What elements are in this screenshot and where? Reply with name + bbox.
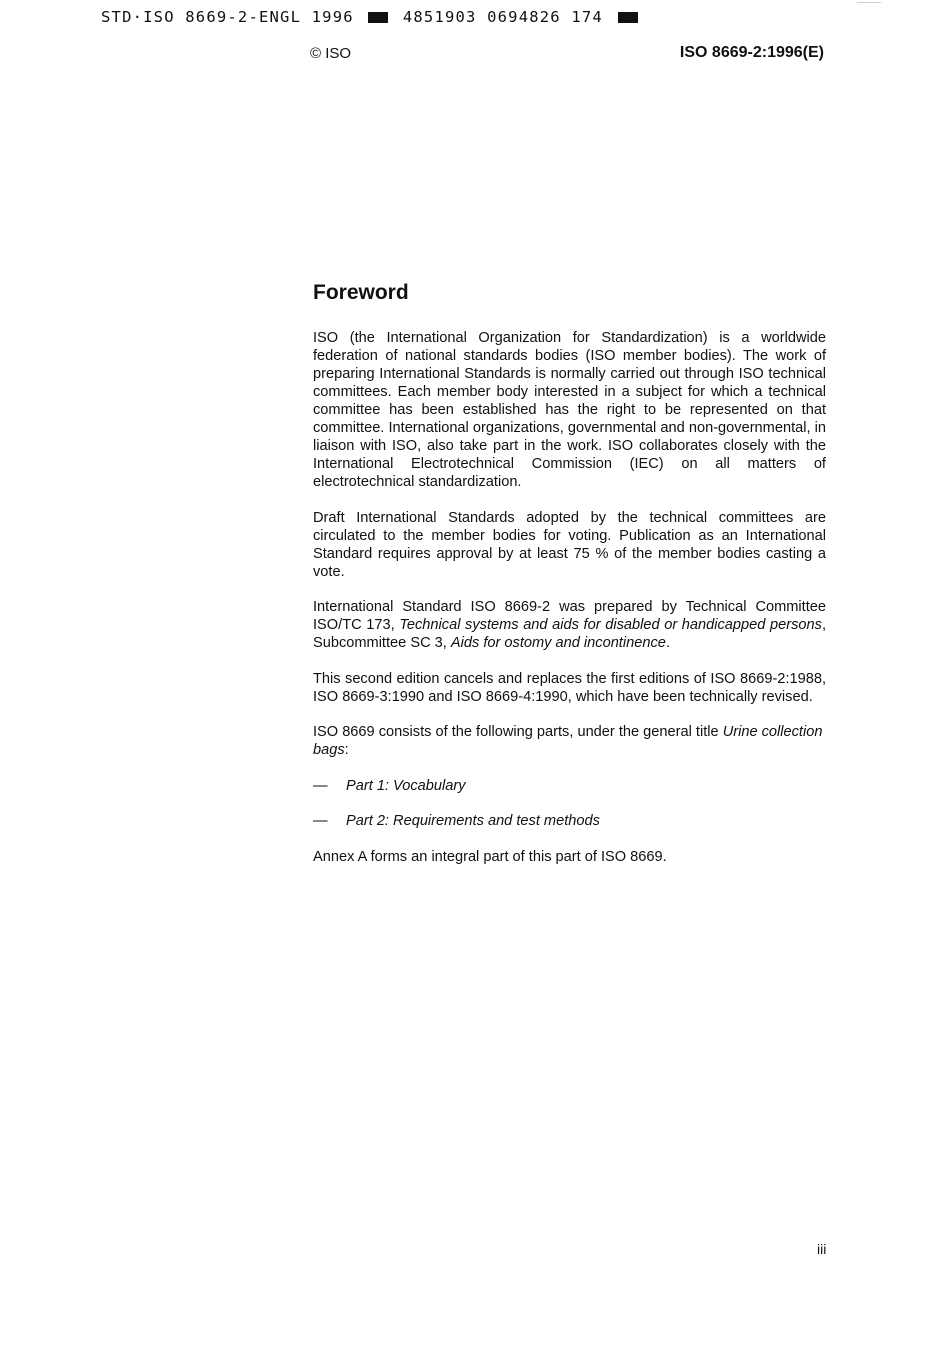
paragraph-edition: This second edition cancels and replaces the first editions of ISO 8669-2:1988, ISO 8669-3:1990 and ISO 8669-4:1990, which have been technically revised. — [313, 670, 826, 705]
paragraph-preparation — [313, 598, 826, 652]
list-item — [313, 812, 826, 830]
scan-mark — [857, 2, 881, 3]
subcommittee-title: Aids for ostomy and incontinence — [450, 635, 666, 651]
preparation-text-c: , Subcommittee SC 3, — [313, 617, 826, 651]
page-title: Foreword — [313, 281, 409, 304]
stamp-text-2: 4851903 0694826 174 — [402, 8, 603, 26]
stamp-block-2 — [618, 12, 638, 23]
committee-title: Technical systems and aids for disabled or handicapped persons — [399, 617, 822, 633]
paragraph-parts — [313, 723, 826, 759]
parts-text-c: : — [344, 742, 349, 758]
copyright-header: © ISO — [310, 45, 352, 62]
document-stamp — [101, 8, 642, 26]
paragraph-iso-intro: ISO (the International Organization for Standardization) is a worldwide federation of national standards bodies (ISO member bodies). The work of preparing International Standards is normally carried out through ISO technical committees. Each member body interested in a subject for which a technical committee has been established has the right to be represented on that committee. International organizations, governmental and non-governmental, in liaison with ISO, also take part in the work. ISO collaborates closely with the International Electrotechnical Commission (IEC) on all matters of electrotechnical standardization. — [313, 330, 826, 490]
foreword-body — [313, 329, 826, 883]
general-title: Urine collection bags — [313, 724, 823, 758]
list-dash: — — [313, 813, 328, 829]
preparation-text-e: . — [665, 635, 670, 651]
stamp-text-1: STD·ISO 8669-2-ENGL 1996 — [101, 8, 354, 26]
page-number: iii — [817, 1241, 827, 1257]
stamp-block-1 — [368, 12, 388, 23]
list-dash: — — [313, 777, 328, 794]
parts-text-a: ISO 8669 consists of the following parts, under the general title — [313, 724, 723, 740]
paragraph-annex: Annex A forms an integral part of this part of ISO 8669. — [313, 848, 667, 865]
list-item-text: Part 1: Vocabulary — [346, 777, 466, 794]
document-id-header: ISO 8669-2:1996(E) — [679, 44, 824, 61]
list-item-text: Part 2: Requirements and test methods — [346, 813, 600, 829]
preparation-text-a: International Standard ISO 8669-2 was prepared by Technical Committee ISO/TC 173, — [313, 599, 826, 633]
paragraph-draft-standards: Draft International Standards adopted by the technical committees are circulated to the member bodies for voting. Publication as an International Standard requires approval by at least 75 % of the member bodies casting a vote. — [313, 509, 826, 580]
list-item — [313, 777, 826, 795]
